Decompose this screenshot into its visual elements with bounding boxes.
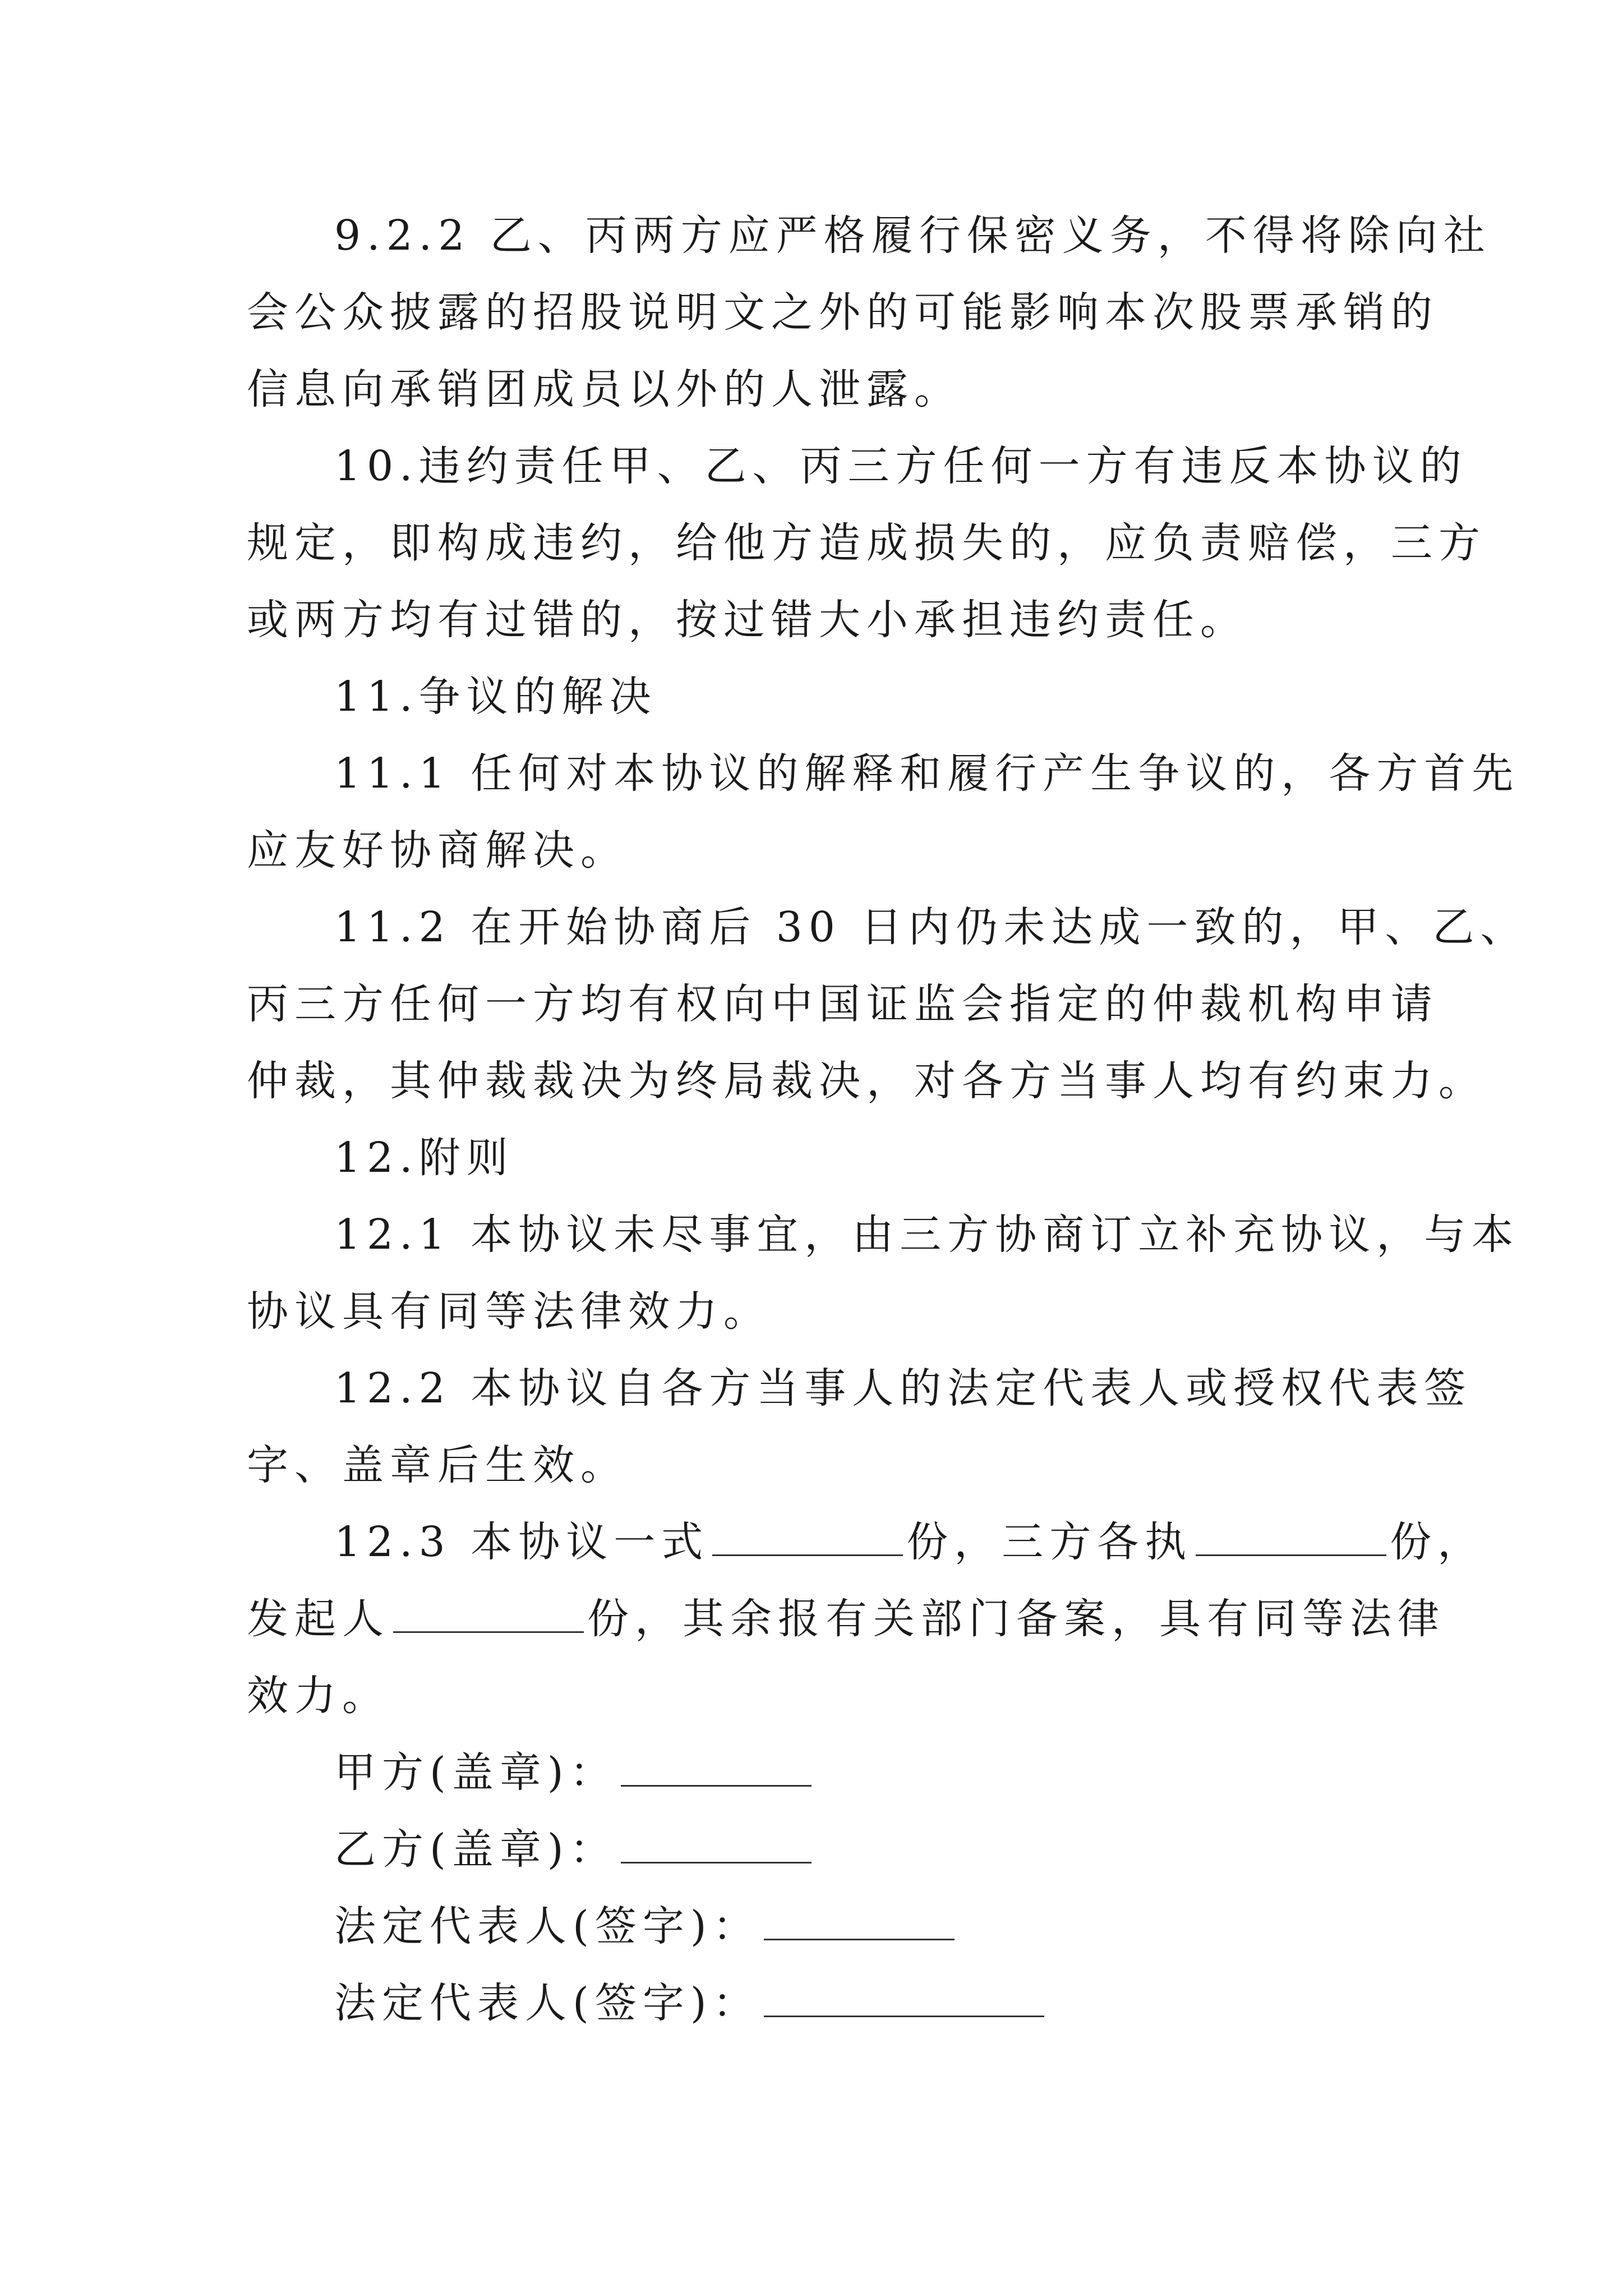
text-line: 规定，即构成违约，给他方造成损失的，应负责赔偿，三方	[247, 519, 1486, 567]
legal-rep-2-sign-blank[interactable]	[764, 1980, 1044, 2017]
signature-label: 法定代表人(签字)：	[334, 1979, 760, 2027]
text-line: 协议具有同等法律效力。	[247, 1287, 771, 1336]
clause-text: 份，	[1390, 1518, 1486, 1566]
party-a-signature	[334, 1745, 815, 1801]
legal-rep-signature-1	[334, 1898, 958, 1954]
copies-each-blank[interactable]	[1196, 1519, 1386, 1556]
clause-text: 份，其余报有关部门备案，具有同等法律	[587, 1595, 1445, 1643]
text-line: 效力。	[247, 1672, 390, 1720]
clause-text: 12.3 本协议一式	[334, 1518, 709, 1566]
text-line: 12.1 本协议未尽事宜，由三方协商订立补充协议，与本	[334, 1211, 1520, 1259]
section-heading: 11.争议的解决	[334, 673, 657, 721]
copies-blank[interactable]	[712, 1519, 903, 1556]
text-line: 信息向承销团成员以外的人泄露。	[247, 365, 962, 413]
party-b-seal-blank[interactable]	[621, 1826, 811, 1864]
clause-12-3-line-1	[334, 1514, 1485, 1570]
party-a-seal-blank[interactable]	[621, 1749, 811, 1787]
text-line: 10.违约责任甲、乙、丙三方任何一方有违反本协议的	[334, 442, 1468, 490]
section-heading: 12.附则	[334, 1134, 514, 1182]
clause-12-3-line-2	[247, 1591, 1445, 1647]
signature-label: 甲方(盖章)：	[334, 1749, 617, 1797]
text-line: 丙三方任何一方均有权向中国证监会指定的仲裁机构申请	[247, 980, 1438, 1028]
text-line: 应友好协商解决。	[247, 826, 628, 875]
clause-text: 份，三方各执	[906, 1518, 1193, 1566]
text-line: 仲裁，其仲裁裁决为终局裁决，对各方当事人均有约束力。	[247, 1057, 1486, 1105]
legal-rep-1-sign-blank[interactable]	[764, 1903, 955, 1940]
initiator-copies-blank[interactable]	[393, 1595, 584, 1633]
text-line: 12.2 本协议自各方当事人的法定代表人或授权代表签	[334, 1364, 1472, 1412]
party-b-signature	[334, 1821, 815, 1878]
text-line: 9.2.2 乙、丙两方应严格履行保密义务，不得将除向社	[334, 211, 1491, 260]
text-line: 会公众披露的招股说明文之外的可能影响本次股票承销的	[247, 288, 1438, 337]
legal-rep-signature-2	[334, 1975, 1048, 2031]
signature-label: 法定代表人(签字)：	[334, 1902, 760, 1950]
text-line: 11.2 在开始协商后 30 日内仍未达成一致的，甲、乙、	[334, 903, 1528, 951]
clause-text: 发起人	[247, 1595, 390, 1643]
signature-label: 乙方(盖章)：	[334, 1825, 617, 1874]
text-line: 11.1 任何对本协议的解释和履行产生争议的，各方首先	[334, 749, 1520, 798]
text-line: 或两方均有过错的，按过错大小承担违约责任。	[247, 596, 1248, 644]
text-line: 字、盖章后生效。	[247, 1441, 628, 1489]
